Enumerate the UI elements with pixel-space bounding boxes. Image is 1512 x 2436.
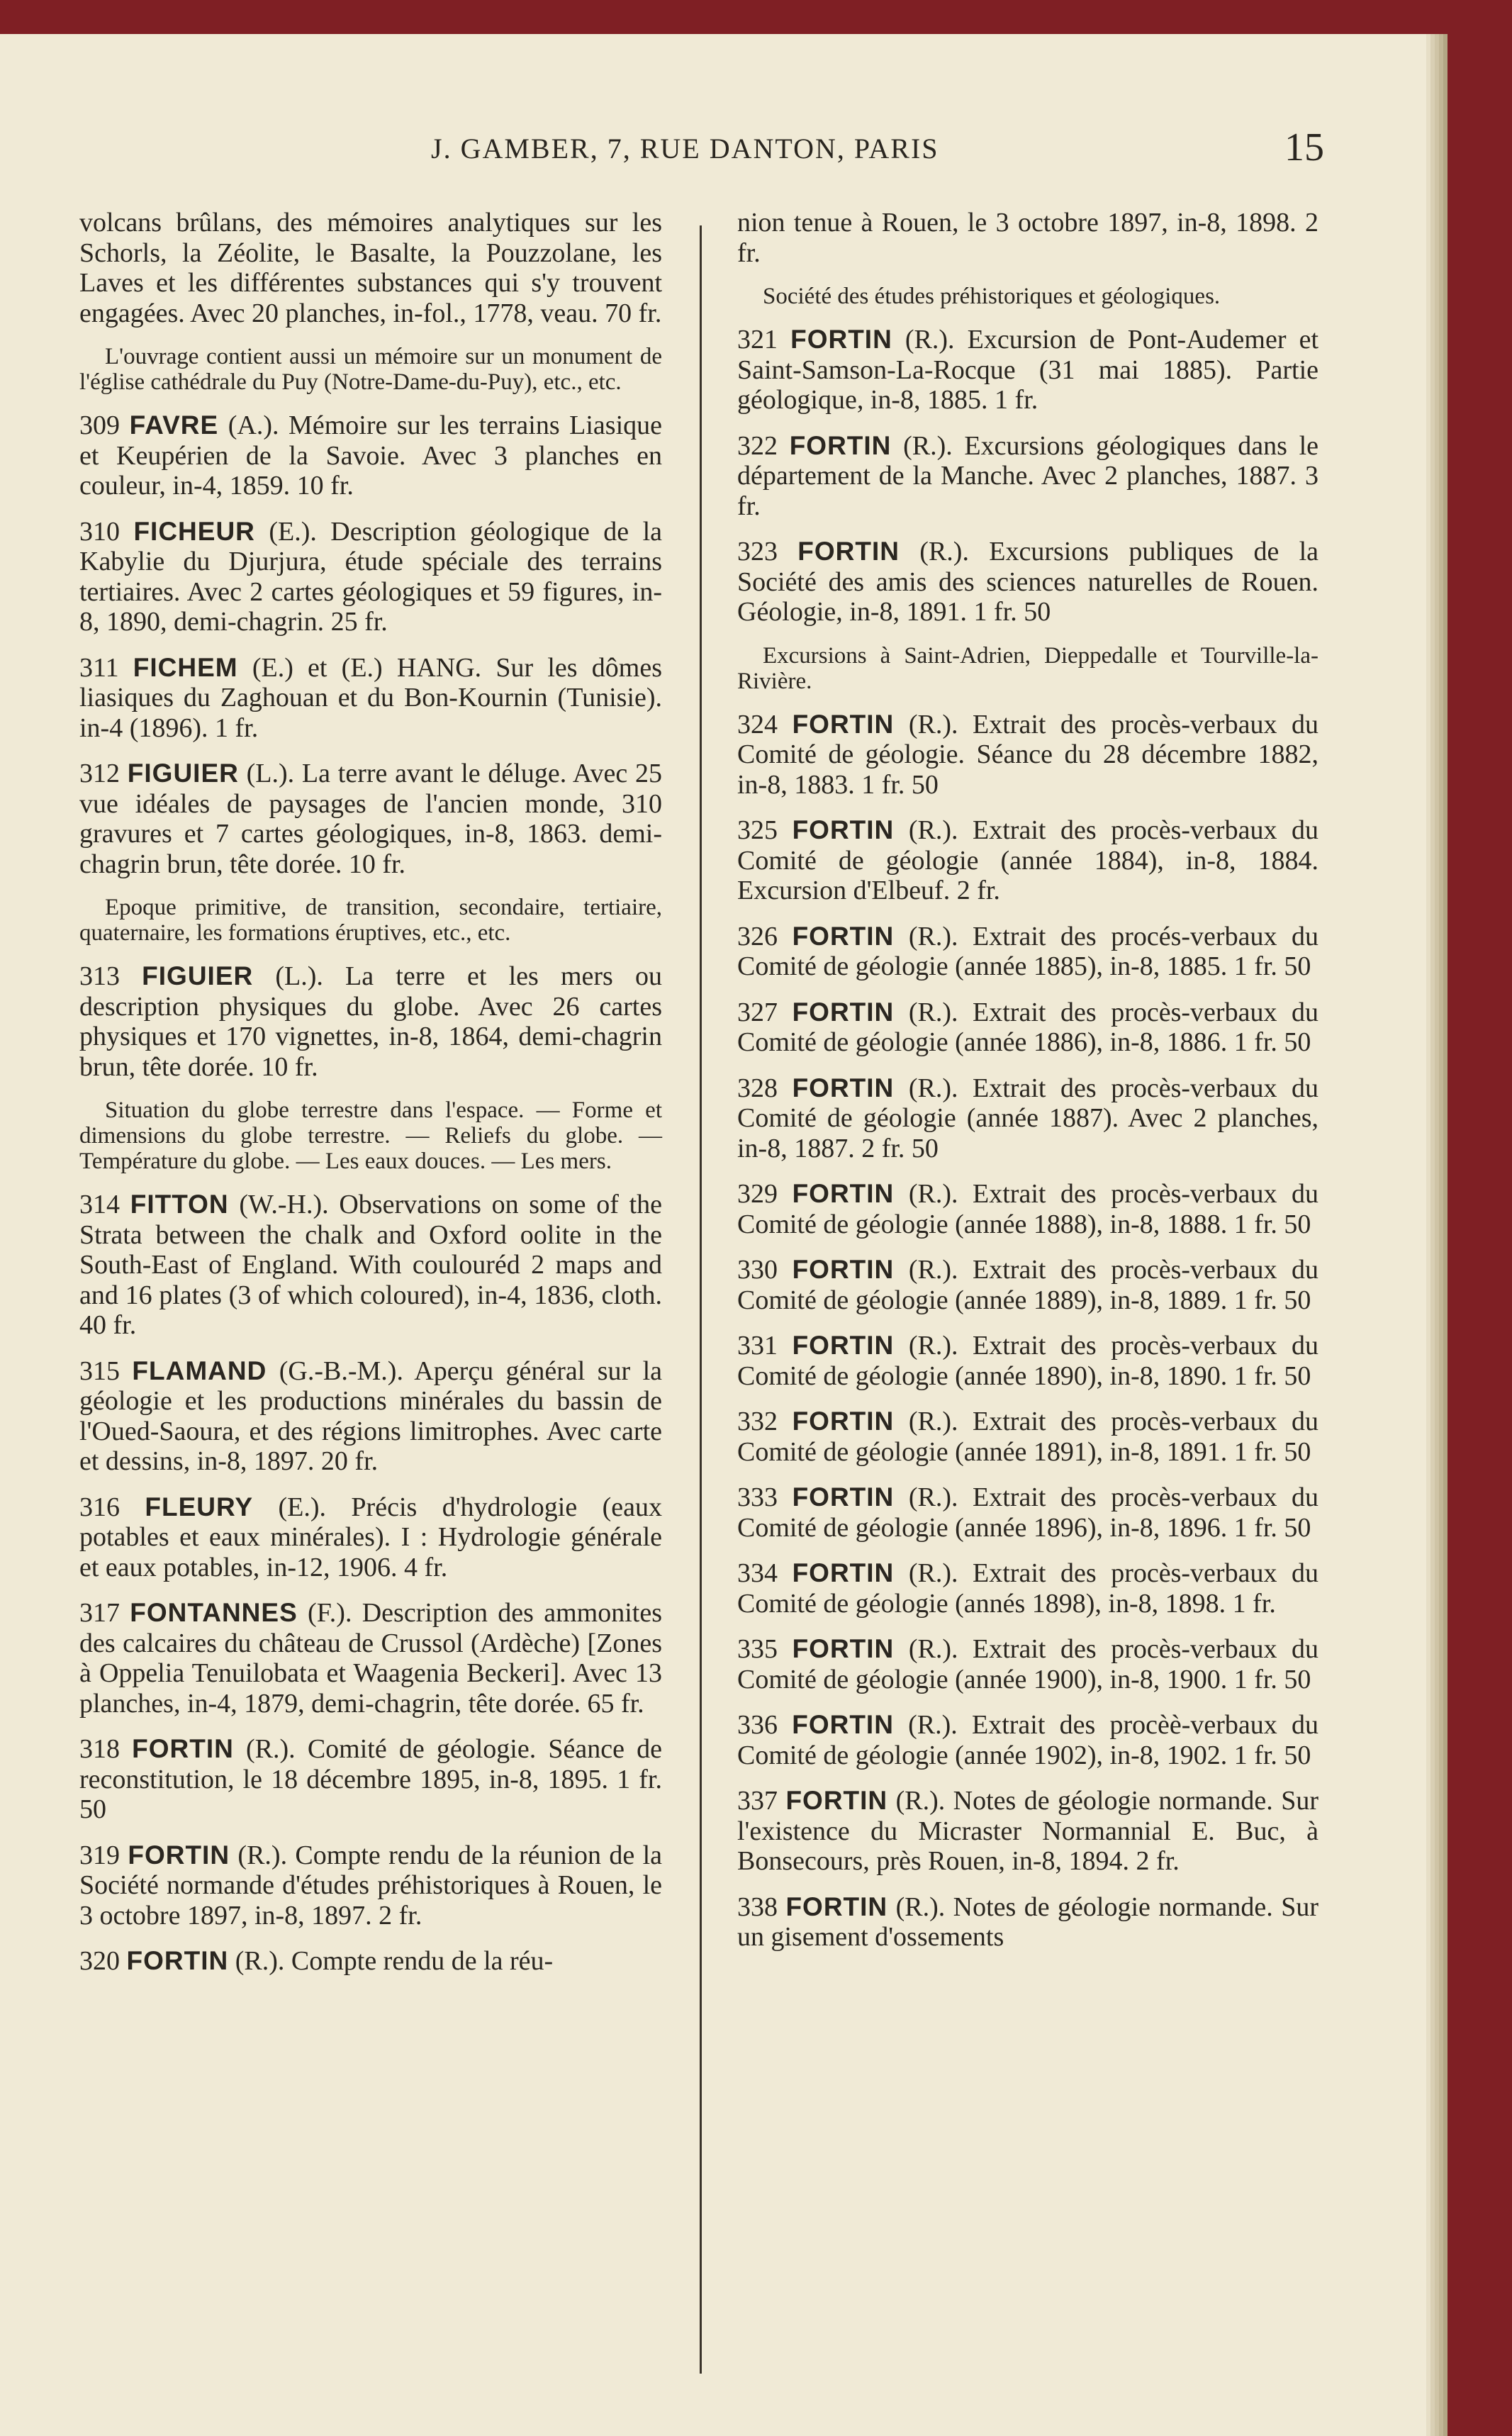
entry-text: (R.). Notes de géologie normande. Sur l'existence du Micraster Normannial E. Buc, à Bonsecours, près Rouen, in-8, 1894. 2 fr. bbox=[737, 1786, 1318, 1876]
entry-number: 314 bbox=[79, 1190, 120, 1219]
entry-author: FORTIN bbox=[792, 1482, 895, 1512]
entry-text: volcans brûlans, des mémoires analytiques sur les Schorls, la Zéolite, le Basalte, la Pouzzolane, les Laves et les différentes substances qui s'y trouvent engagées. Avec 20 planches, in-fol., 1778, veau. 70 fr. bbox=[79, 208, 662, 328]
entry-text: (R.). Notes de géologie normande. Sur un gisement d'ossements bbox=[737, 1892, 1318, 1952]
catalog-entry bbox=[737, 710, 1318, 800]
entry-text: (R.). Extrait des procès-verbaux du Comité de géologie (année 1890), in-8, 1890. 1 fr. 50 bbox=[737, 1331, 1318, 1391]
entry-text: (R.). Excursion de Pont-Audemer et Saint-Samson-La-Rocque (31 mai 1885). Partie géologique, in-8, 1885. 1 fr. bbox=[737, 325, 1318, 415]
left-column bbox=[79, 208, 662, 1992]
entry-author: FICHEUR bbox=[133, 516, 255, 546]
running-title: J. GAMBER, 7, RUE DANTON, PARIS bbox=[431, 133, 939, 164]
entry-text: (R.). Compte rendu de la réunion de la Société normande d'études préhistoriques à Rouen, le 3 octobre 1897, in-8, 1897. 2 fr. bbox=[79, 1840, 663, 1931]
catalog-entry bbox=[737, 1255, 1318, 1315]
catalog-entry bbox=[79, 1356, 662, 1477]
entry-number: 329 bbox=[737, 1179, 778, 1209]
entry-author: FORTIN bbox=[792, 921, 895, 951]
entry-text: (F.). Description des ammonites des calcaires du château de Crussol (Ardèche) [Zones à Oppelia Tenuilobata et Waagenia Beckeri]. Avec 13 planches, in-4, 1879, demi-chagrin, tête dorée. 65 fr. bbox=[79, 1598, 662, 1719]
entry-number: 309 bbox=[79, 410, 120, 440]
entry-text: (R.). Comité de géologie. Séance de reconstitution, le 18 décembre 1895, in-8, 1895. 1 fr. 50 bbox=[79, 1734, 663, 1824]
entry-number: 326 bbox=[737, 921, 778, 951]
catalog-entry bbox=[737, 1786, 1318, 1877]
entry-number: 338 bbox=[737, 1892, 778, 1922]
entry-text: (R.). Excursions publiques de la Société des amis des sciences naturelles de Rouen. Géologie, in-8, 1891. 1 fr. 50 bbox=[737, 537, 1319, 627]
entry-author: FIGUIER bbox=[127, 759, 239, 788]
entry-text: (L.). La terre et les mers ou description physiques du globe. Avec 26 cartes physiques et 170 vignettes, in-8, 1864, demi-chagrin brun, tête dorée. 10 fr. bbox=[79, 961, 662, 1082]
entry-text: (R.). Extrait des procès-verbaux du Comité de géologie (année 1888), in-8, 1888. 1 fr. 50 bbox=[737, 1179, 1318, 1239]
catalog-entry bbox=[737, 815, 1318, 906]
entry-author: FLEURY bbox=[145, 1492, 254, 1521]
entry-text: (R.). Excursions géologiques dans le département de la Manche. Avec 2 planches, 1887. 3 fr. bbox=[737, 430, 1319, 521]
entry-text: (G.-B.-M.). Aperçu général sur la géologie et les productions minérales du bassin de l'Oued-Saoura, et des régions limitrophes. Avec carte et dessins, in-8, 1897. 20 fr. bbox=[79, 1356, 663, 1476]
catalog-entry bbox=[79, 1190, 662, 1341]
entry-author: FORTIN bbox=[128, 1840, 230, 1870]
entry-author: FORTIN bbox=[792, 1255, 895, 1284]
entry-number: 337 bbox=[737, 1786, 778, 1816]
continued-entry bbox=[79, 208, 662, 328]
entry-author: FORTIN bbox=[792, 815, 895, 844]
catalog-entry bbox=[737, 1634, 1318, 1694]
continued-entry bbox=[737, 208, 1318, 268]
entry-number: 313 bbox=[79, 961, 120, 991]
entry-text: (R.). Extrait des procès-verbaux du Comité de géologie (année 1887). Avec 2 planches, in-8, 1887. 2 fr. 50 bbox=[737, 1073, 1318, 1163]
entry-author: FORTIN bbox=[789, 430, 892, 460]
column-divider bbox=[700, 225, 702, 2374]
entry-text: (E.). Description géologique de la Kabylie du Djurjura, étude spéciale des terrains tertiaires. Avec 2 cartes géologiques et 59 figures, in-8, 1890, demi-chagrin. 25 fr. bbox=[79, 516, 663, 637]
catalog-entry bbox=[737, 922, 1318, 982]
catalog-entry bbox=[79, 759, 662, 879]
entry-author: FORTIN bbox=[792, 1331, 895, 1360]
catalog-entry bbox=[79, 1734, 662, 1825]
entry-author: FORTIN bbox=[132, 1734, 234, 1763]
entry-text: (R.). Extrait des procès-verbaux du Comité de géologie (année 1889), in-8, 1889. 1 fr. 50 bbox=[737, 1255, 1318, 1315]
catalog-entry bbox=[79, 410, 662, 501]
catalog-entry bbox=[737, 1892, 1318, 1952]
entry-author: FIGUIER bbox=[142, 961, 254, 990]
catalog-entry bbox=[737, 1482, 1318, 1543]
catalog-entry bbox=[79, 653, 662, 744]
entry-text: (R.). Extrait des procès-verbaux du Comité de géologie (année 1884), in-8, 1884. Excursion d'Elbeuf. 2 fr. bbox=[737, 815, 1318, 905]
catalog-entry bbox=[737, 431, 1318, 522]
entry-author: FORTIN bbox=[792, 1073, 895, 1102]
entry-number: 319 bbox=[79, 1840, 120, 1870]
catalog-entry bbox=[737, 1710, 1318, 1770]
entry-number: 315 bbox=[79, 1356, 120, 1386]
entry-text: (L.). La terre avant le déluge. Avec 25 vue idéales de paysages de l'ancien monde, 310 gravures et 7 cartes géologiques, in-8, 1863. demi-chagrin brun, tête dorée. 10 fr. bbox=[79, 759, 663, 879]
entry-author: FORTIN bbox=[792, 1634, 895, 1663]
entry-author: FORTIN bbox=[126, 1946, 229, 1975]
entry-text: nion tenue à Rouen, le 3 octobre 1897, in-8, 1898. 2 fr. bbox=[737, 208, 1318, 268]
entry-number: 312 bbox=[79, 759, 120, 788]
catalog-entry bbox=[737, 1331, 1318, 1391]
entry-author: FORTIN bbox=[792, 1179, 895, 1208]
entry-text: (R.). Extrait des procès-verbaux du Comité de géologie (année 1900), in-8, 1900. 1 fr. 50 bbox=[737, 1634, 1318, 1694]
entry-author: FORTIN bbox=[792, 709, 895, 739]
entry-number: 310 bbox=[79, 516, 120, 547]
entry-number: 316 bbox=[79, 1492, 120, 1522]
catalog-entry bbox=[737, 1558, 1318, 1619]
left-entry-list bbox=[79, 410, 662, 1977]
catalog-entry bbox=[737, 325, 1318, 415]
entry-number: 335 bbox=[737, 1634, 778, 1664]
entry-note: Excursions à Saint-Adrien, Dieppedalle et Tourville-la-Rivière. bbox=[737, 642, 1318, 694]
entry-author: FICHEM bbox=[133, 652, 238, 682]
entry-number: 324 bbox=[737, 709, 778, 739]
entry-number: 331 bbox=[737, 1331, 778, 1361]
entry-text: (E.) et (E.) HANG. Sur les dômes liasiques du Zaghouan et du Bon-Kournin (Tunisie). in-4 (1896). 1 fr. bbox=[79, 652, 662, 743]
entry-text: (R.). Extrait des procès-verbaux du Comité de géologie (année 1891), in-8, 1891. 1 fr. 50 bbox=[737, 1407, 1318, 1467]
page-header bbox=[0, 125, 1426, 181]
entry-number: 323 bbox=[737, 537, 778, 566]
entry-number: 311 bbox=[79, 652, 119, 683]
entry-text: (R.). Compte rendu de la réu- bbox=[235, 1946, 554, 1976]
entry-number: 328 bbox=[737, 1073, 778, 1103]
entry-number: 321 bbox=[737, 325, 778, 354]
entry-number: 322 bbox=[737, 430, 778, 461]
entry-number: 325 bbox=[737, 815, 778, 845]
entry-author: FORTIN bbox=[792, 1407, 895, 1436]
catalog-entry bbox=[79, 1946, 662, 1977]
entry-note: Epoque primitive, de transition, secondaire, tertiaire, quaternaire, les formations éruptives, etc., etc. bbox=[79, 895, 662, 946]
entry-number: 333 bbox=[737, 1482, 778, 1512]
entry-number: 336 bbox=[737, 1710, 778, 1740]
entry-author: FORTIN bbox=[785, 1786, 888, 1815]
entry-author: FAVRE bbox=[129, 410, 219, 440]
catalog-entry bbox=[79, 1840, 662, 1931]
catalog-entry bbox=[737, 1179, 1318, 1239]
catalog-entry bbox=[737, 1073, 1318, 1164]
entry-text: (R.). Extrait des procès-verbaux du Comité de géologie (année 1886), in-8, 1886. 1 fr. 50 bbox=[737, 997, 1318, 1057]
catalog-entry bbox=[79, 1492, 662, 1583]
entry-text: (E.). Précis d'hydrologie (eaux potables et eaux minérales). I : Hydrologie générale et eaux potables, in-12, 1906. 4 fr. bbox=[79, 1492, 662, 1582]
entry-text: (R.). Extrait des procés-verbaux du Comité de géologie (année 1885), in-8, 1885. 1 fr. 50 bbox=[737, 921, 1318, 981]
page-number: 15 bbox=[1284, 125, 1324, 169]
entry-author: FORTIN bbox=[792, 1558, 895, 1587]
catalog-entry bbox=[737, 1407, 1318, 1467]
entry-author: FONTANNES bbox=[130, 1598, 298, 1627]
entry-author: FORTIN bbox=[792, 1710, 894, 1739]
entry-number: 334 bbox=[737, 1558, 778, 1588]
entry-text: (R.). Extrait des procès-verbaux du Comité de géologie (année 1896), in-8, 1896. 1 fr. 50 bbox=[737, 1482, 1318, 1543]
entry-author: FITTON bbox=[130, 1190, 229, 1219]
entry-text: (R.). Extrait des procès-verbaux du Comité de géologie (annés 1898), in-8, 1898. 1 fr. bbox=[737, 1558, 1318, 1619]
entry-note: L'ouvrage contient aussi un mémoire sur un monument de l'église cathédrale du Puy (Notre-Dame-du-Puy), etc., etc. bbox=[79, 344, 662, 395]
entry-number: 320 bbox=[79, 1946, 120, 1976]
entry-number: 318 bbox=[79, 1734, 120, 1764]
catalog-entry bbox=[737, 998, 1318, 1058]
entry-author: FLAMAND bbox=[132, 1356, 267, 1385]
entry-author: FORTIN bbox=[785, 1892, 888, 1921]
entry-text: (R.). Extrait des procès-verbaux du Comité de géologie. Séance du 28 décembre 1882, in-8, 1883. 1 fr. 50 bbox=[737, 709, 1318, 800]
right-entry-list bbox=[737, 325, 1318, 1952]
catalog-entry bbox=[79, 1598, 662, 1719]
catalog-entry bbox=[737, 537, 1318, 627]
entry-note: Situation du globe terrestre dans l'espace. — Forme et dimensions du globe terrestre. — Reliefs du globe. — Température du globe. — Les eaux douces. — Les mers. bbox=[79, 1097, 662, 1174]
entry-number: 332 bbox=[737, 1407, 778, 1436]
entry-number: 330 bbox=[737, 1255, 778, 1285]
entry-author: FORTIN bbox=[790, 325, 892, 354]
entry-text: (R.). Extrait des procèè-verbaux du Comité de géologie (année 1902), in-8, 1902. 1 fr. 50 bbox=[737, 1710, 1319, 1770]
entry-author: FORTIN bbox=[797, 537, 900, 566]
book-page bbox=[0, 34, 1426, 2436]
catalog-entry bbox=[79, 961, 662, 1082]
entry-number: 317 bbox=[79, 1598, 120, 1628]
entry-text: (W.-H.). Observations on some of the Strata between the chalk and Oxford oolite in the South-East of England. With coulouréd 2 maps and and 16 plates (3 of which coloured), in-4, 1836, cloth. 40 fr. bbox=[79, 1190, 663, 1340]
entry-text: (A.). Mémoire sur les terrains Liasique et Keupérien de la Savoie. Avec 3 planches en couleur, in-4, 1859. 10 fr. bbox=[79, 410, 663, 501]
catalog-entry bbox=[79, 517, 662, 637]
entry-number: 327 bbox=[737, 997, 778, 1027]
entry-author: FORTIN bbox=[792, 997, 895, 1027]
entry-note: Société des études préhistoriques et géologiques. bbox=[763, 284, 1221, 309]
right-column bbox=[737, 208, 1318, 1968]
